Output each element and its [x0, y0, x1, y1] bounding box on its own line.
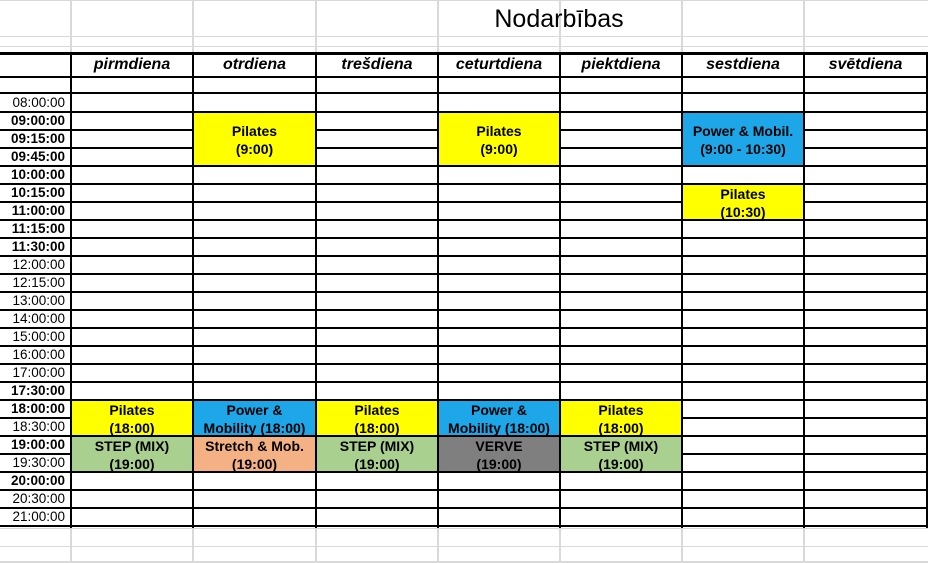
row-line — [437, 381, 561, 383]
row-line — [681, 471, 805, 473]
row-line — [559, 471, 683, 473]
class-block[interactable] — [439, 437, 559, 472]
row-line — [437, 273, 561, 275]
row-line — [681, 381, 805, 383]
row-line — [559, 345, 683, 347]
class-block-line: Mobility (18:00) — [203, 419, 306, 436]
day-header-1: otrdiena — [222, 56, 287, 73]
row-line — [681, 489, 805, 491]
row-line — [559, 183, 683, 185]
row-line — [803, 381, 928, 383]
time-label: 14:00:00 — [12, 311, 65, 326]
class-block-line: Pilates — [598, 401, 644, 418]
row-line — [681, 111, 805, 113]
class-block-line: Pilates — [354, 401, 400, 418]
class-block[interactable] — [439, 113, 559, 166]
row-line — [70, 219, 194, 221]
day-header-0: pirmdiena — [93, 56, 171, 73]
time-label: 09:15:00 — [10, 131, 65, 146]
row-line — [70, 525, 194, 527]
row-line — [0, 471, 72, 473]
row-line — [559, 309, 683, 311]
row-line — [70, 273, 194, 275]
row-line — [315, 471, 439, 473]
row-line — [192, 291, 317, 293]
row-line — [559, 255, 683, 257]
row-line — [437, 255, 561, 257]
row-line — [315, 309, 439, 311]
class-block[interactable] — [561, 401, 681, 436]
row-line — [0, 255, 72, 257]
row-line — [0, 507, 72, 509]
row-line — [803, 129, 928, 131]
row-line — [192, 111, 317, 113]
row-line — [192, 435, 317, 437]
row-line — [315, 327, 439, 329]
row-line — [681, 255, 805, 257]
sheet-gridline — [192, 0, 194, 52]
time-label: 20:00:00 — [10, 473, 65, 488]
column-line — [803, 52, 805, 528]
row-line — [70, 435, 194, 437]
row-line — [0, 237, 72, 239]
time-label: 17:30:00 — [10, 383, 65, 398]
row-line — [559, 489, 683, 491]
row-line — [681, 165, 805, 167]
class-block[interactable] — [194, 401, 315, 436]
row-line — [803, 525, 928, 527]
row-line — [681, 363, 805, 365]
row-line — [0, 129, 72, 131]
row-line — [437, 327, 561, 329]
row-line — [70, 147, 194, 149]
class-block[interactable] — [72, 401, 192, 436]
sheet-gridline — [681, 0, 683, 52]
column-line — [559, 52, 561, 528]
row-line — [192, 345, 317, 347]
row-line — [315, 273, 439, 275]
class-block-line: (9:00) — [235, 140, 274, 157]
row-line — [437, 489, 561, 491]
time-label: 09:00:00 — [10, 113, 65, 128]
row-line — [0, 399, 72, 401]
class-block-line: (19:00) — [109, 455, 155, 472]
time-label: 10:00:00 — [10, 167, 65, 182]
sheet-gridline — [803, 0, 805, 52]
day-header-6: svētdiena — [828, 56, 903, 73]
class-block-line: STEP (MIX) — [94, 437, 170, 454]
time-label: 12:00:00 — [12, 257, 65, 272]
sheet-gridline — [315, 528, 317, 563]
row-line — [559, 399, 683, 401]
page-title: Nodarbības — [494, 5, 624, 33]
row-line — [315, 399, 439, 401]
row-line — [681, 183, 805, 185]
row-line — [681, 237, 805, 239]
class-block-line: Pilates — [476, 122, 522, 139]
column-line — [437, 52, 439, 528]
time-label: 21:00:00 — [12, 509, 65, 524]
row-line — [559, 273, 683, 275]
row-line — [681, 525, 805, 527]
row-line — [803, 453, 928, 455]
sheet-gridline — [437, 528, 439, 563]
row-line — [437, 363, 561, 365]
row-line — [70, 327, 194, 329]
row-line — [192, 489, 317, 491]
row-line — [437, 525, 561, 527]
time-label: 12:15:00 — [12, 275, 65, 290]
time-label: 16:00:00 — [12, 347, 65, 362]
row-line — [681, 327, 805, 329]
row-line — [559, 435, 683, 437]
class-block-line: Pilates — [231, 122, 278, 139]
row-line — [70, 291, 194, 293]
row-line — [315, 489, 439, 491]
row-line — [315, 237, 439, 239]
row-line — [0, 453, 72, 455]
row-line — [315, 507, 439, 509]
row-line — [681, 345, 805, 347]
row-line — [437, 111, 561, 113]
class-block[interactable] — [194, 437, 315, 472]
row-line — [437, 183, 561, 185]
row-line — [315, 435, 439, 437]
row-line — [559, 165, 683, 167]
class-block-line: (18:00) — [354, 419, 400, 436]
row-line — [559, 111, 683, 113]
row-line — [559, 147, 683, 149]
row-line — [559, 525, 683, 527]
class-block-line: Mobility (18:00) — [448, 419, 550, 436]
row-line — [192, 381, 317, 383]
row-line — [192, 219, 317, 221]
row-line — [803, 327, 928, 329]
time-label: 11:30:00 — [11, 239, 65, 254]
row-line — [315, 111, 439, 113]
sheet-gridline — [70, 0, 72, 52]
row-line — [315, 363, 439, 365]
row-line — [681, 507, 805, 509]
row-line — [803, 435, 928, 437]
class-block[interactable] — [561, 437, 681, 472]
class-block-line: Pilates — [720, 185, 766, 202]
row-line — [0, 147, 72, 149]
row-line — [681, 435, 805, 437]
row-line — [70, 309, 194, 311]
row-line — [0, 219, 72, 221]
sheet-gridline — [0, 528, 928, 529]
class-block[interactable] — [317, 401, 437, 436]
class-block[interactable] — [683, 113, 803, 166]
row-line — [803, 111, 928, 113]
row-line — [0, 165, 72, 167]
row-line — [0, 309, 72, 311]
column-line — [70, 52, 72, 528]
row-line — [681, 399, 805, 401]
row-line — [70, 345, 194, 347]
time-label: 17:00:00 — [12, 365, 65, 380]
row-line — [437, 309, 561, 311]
row-line — [803, 291, 928, 293]
row-line — [70, 255, 194, 257]
row-line — [192, 309, 317, 311]
day-header-3: ceturtdiena — [455, 56, 543, 73]
row-line — [437, 345, 561, 347]
sheet-gridline — [0, 0, 928, 1]
row-line — [559, 363, 683, 365]
row-line — [803, 471, 928, 473]
row-line — [70, 129, 194, 131]
row-line — [192, 399, 317, 401]
row-line — [803, 363, 928, 365]
table-border — [0, 92, 928, 94]
row-line — [192, 363, 317, 365]
row-line — [803, 147, 928, 149]
row-line — [192, 525, 317, 527]
row-line — [315, 345, 439, 347]
class-block-line: (18:00) — [598, 419, 644, 436]
column-line — [192, 52, 194, 528]
class-block[interactable] — [194, 113, 315, 166]
class-block-line: (10:30) — [720, 203, 766, 220]
day-header-5: sestdiena — [706, 56, 780, 73]
row-line — [70, 201, 194, 203]
row-line — [0, 435, 72, 437]
row-line — [803, 507, 928, 509]
row-line — [70, 165, 194, 167]
row-line — [315, 219, 439, 221]
class-block[interactable] — [72, 437, 192, 472]
row-line — [803, 219, 928, 221]
row-line — [192, 507, 317, 509]
row-line — [437, 399, 561, 401]
row-line — [681, 219, 805, 221]
row-line — [315, 183, 439, 185]
row-line — [315, 201, 439, 203]
class-block-line: VERVE — [475, 437, 523, 454]
class-block-line: Stretch & Mob. — [205, 437, 304, 454]
row-line — [559, 291, 683, 293]
row-line — [70, 489, 194, 491]
row-line — [0, 381, 72, 383]
class-block-line: (19:00) — [598, 455, 644, 472]
row-line — [315, 255, 439, 257]
row-line — [0, 489, 72, 491]
row-line — [192, 255, 317, 257]
row-line — [315, 129, 439, 131]
sheet-gridline — [559, 528, 561, 563]
row-line — [0, 417, 72, 419]
row-line — [803, 399, 928, 401]
row-line — [803, 345, 928, 347]
row-line — [559, 129, 683, 131]
row-line — [437, 291, 561, 293]
row-line — [803, 183, 928, 185]
column-line — [315, 52, 317, 528]
time-label: 19:30:00 — [12, 455, 65, 470]
class-block-line: Power & Mobil. — [692, 122, 794, 139]
row-line — [437, 507, 561, 509]
row-line — [437, 201, 561, 203]
row-line — [437, 219, 561, 221]
row-line — [803, 489, 928, 491]
class-block-line: STEP (MIX) — [339, 437, 415, 454]
class-block-line: (19:00) — [476, 455, 522, 472]
row-line — [70, 471, 194, 473]
row-line — [0, 327, 72, 329]
class-block-line: (9:00 - 10:30) — [700, 140, 786, 157]
row-line — [192, 165, 317, 167]
row-line — [0, 201, 72, 203]
time-label: 18:30:00 — [12, 419, 65, 434]
row-line — [0, 345, 72, 347]
row-line — [437, 237, 561, 239]
row-line — [70, 399, 194, 401]
row-line — [681, 417, 805, 419]
row-line — [803, 201, 928, 203]
class-block[interactable] — [317, 437, 437, 472]
time-label: 11:00:00 — [11, 203, 65, 218]
sheet-gridline — [70, 528, 72, 563]
time-label: 18:00:00 — [10, 401, 65, 416]
class-block-line: (18:00) — [109, 419, 155, 436]
row-line — [0, 183, 72, 185]
row-line — [0, 363, 72, 365]
row-line — [681, 273, 805, 275]
row-line — [803, 165, 928, 167]
row-line — [0, 111, 72, 113]
row-line — [315, 291, 439, 293]
day-header-4: piektdiena — [581, 56, 661, 73]
row-line — [559, 201, 683, 203]
row-line — [0, 525, 72, 527]
row-line — [559, 507, 683, 509]
row-line — [315, 381, 439, 383]
row-line — [70, 183, 194, 185]
sheet-gridline — [192, 528, 194, 563]
row-line — [70, 507, 194, 509]
row-line — [559, 327, 683, 329]
row-line — [70, 237, 194, 239]
class-block[interactable] — [439, 401, 559, 436]
row-line — [0, 291, 72, 293]
sheet-gridline — [681, 528, 683, 563]
row-line — [803, 417, 928, 419]
row-line — [315, 165, 439, 167]
table-border — [0, 76, 928, 78]
column-line — [681, 52, 683, 528]
row-line — [192, 327, 317, 329]
row-line — [70, 363, 194, 365]
row-line — [559, 237, 683, 239]
class-block-line: (19:00) — [231, 455, 278, 472]
row-line — [681, 453, 805, 455]
row-line — [803, 255, 928, 257]
time-label: 13:00:00 — [12, 293, 65, 308]
time-label: 15:00:00 — [12, 329, 65, 344]
time-label: 10:15:00 — [10, 185, 65, 200]
class-block-line: (9:00) — [480, 140, 518, 157]
row-line — [0, 273, 72, 275]
row-line — [803, 237, 928, 239]
row-line — [681, 291, 805, 293]
class-block-line: Pilates — [109, 401, 155, 418]
time-label: 08:00:00 — [12, 95, 65, 110]
row-line — [681, 309, 805, 311]
row-line — [192, 237, 317, 239]
row-line — [437, 471, 561, 473]
time-label: 11:15:00 — [11, 221, 65, 236]
row-line — [803, 309, 928, 311]
class-block-line: Power & — [470, 401, 527, 418]
time-label: 20:30:00 — [12, 491, 65, 506]
row-line — [70, 381, 194, 383]
sheet-gridline — [0, 46, 928, 47]
row-line — [192, 273, 317, 275]
row-line — [192, 183, 317, 185]
class-block[interactable] — [683, 185, 803, 220]
sheet-gridline — [0, 546, 928, 547]
time-label: 19:00:00 — [10, 437, 65, 452]
day-header-2: trešdiena — [341, 56, 413, 73]
row-line — [192, 471, 317, 473]
row-line — [559, 219, 683, 221]
row-line — [315, 147, 439, 149]
row-line — [437, 165, 561, 167]
row-line — [315, 525, 439, 527]
sheet-gridline — [803, 528, 805, 563]
class-block-line: STEP (MIX) — [583, 437, 659, 454]
time-label: 09:45:00 — [10, 149, 65, 164]
row-line — [803, 273, 928, 275]
class-block-line: (19:00) — [354, 455, 400, 472]
row-line — [437, 435, 561, 437]
class-block-line: Power & — [226, 401, 283, 418]
table-border — [0, 52, 928, 55]
row-line — [192, 201, 317, 203]
row-line — [559, 381, 683, 383]
row-line — [70, 111, 194, 113]
sheet-gridline — [315, 0, 317, 52]
sheet-gridline — [0, 36, 928, 37]
